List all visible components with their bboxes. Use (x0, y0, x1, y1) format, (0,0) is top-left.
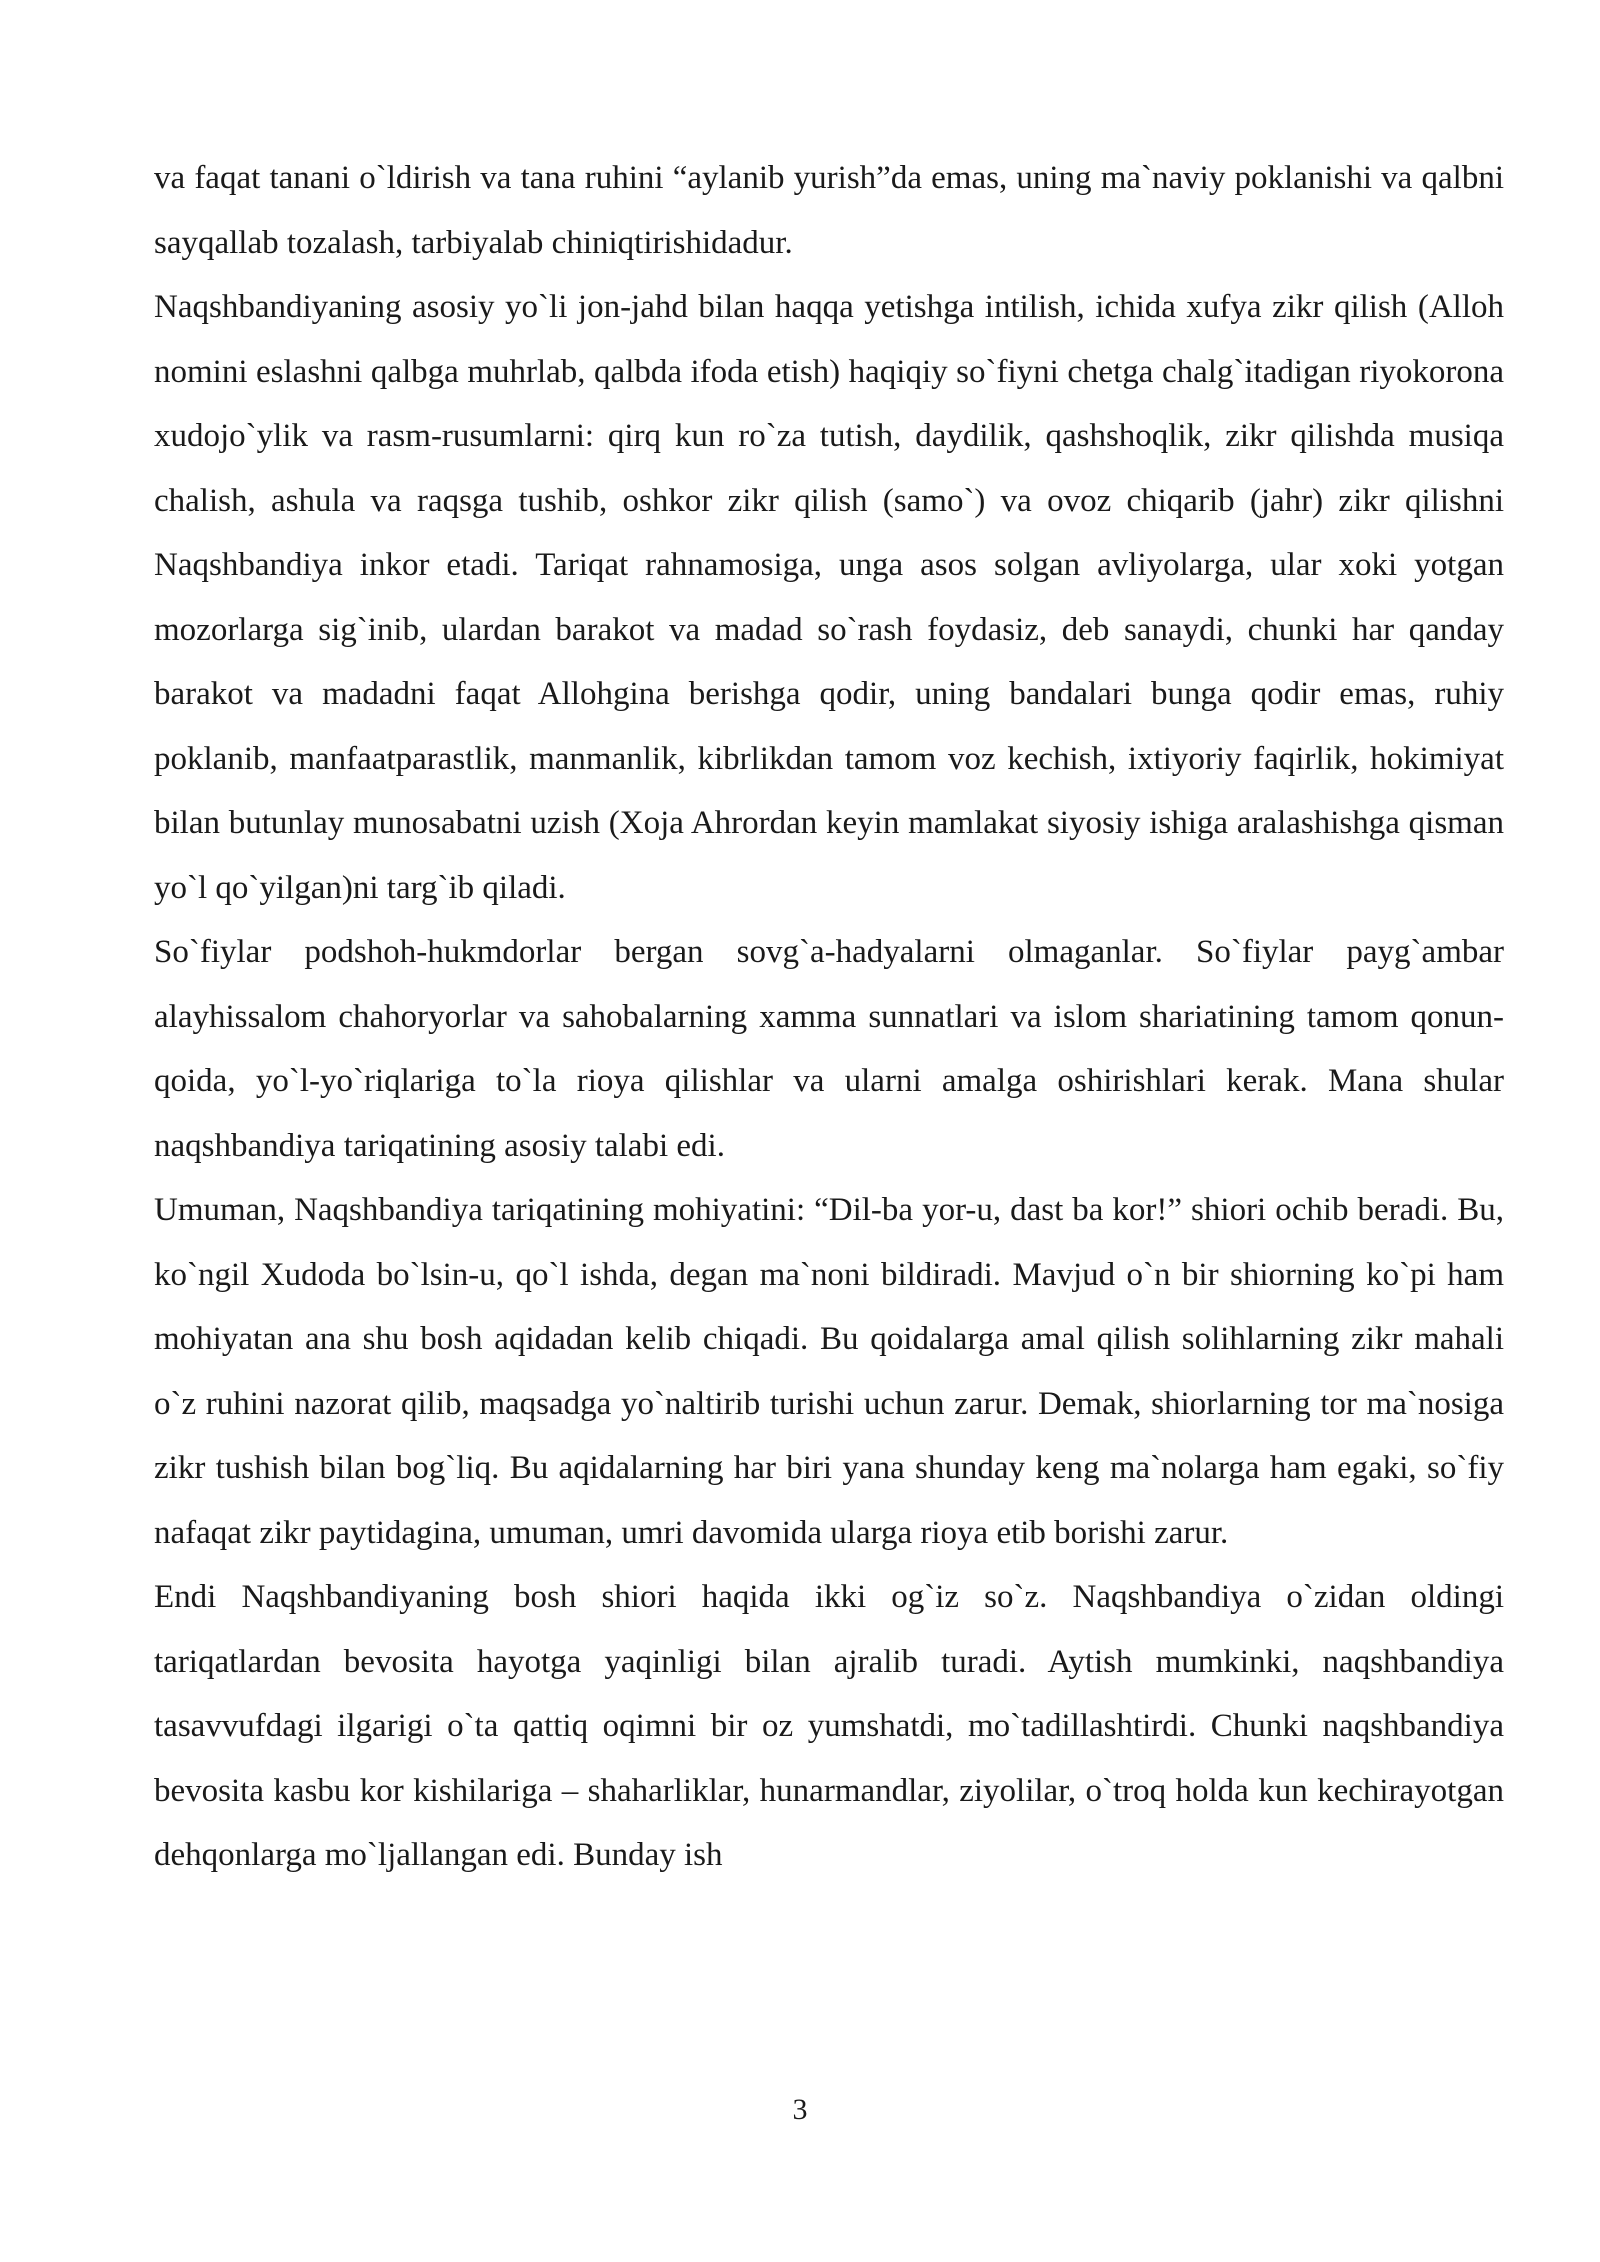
document-body (154, 146, 1504, 1888)
paragraph-2: Naqshbandiyaning asosiy yo`li jon-jahd bilan haqqa yetishga intilish, ichida xufya zikr qilish (Alloh nomini eslashni qalbga muhrlab, qalbda ifoda etish) haqiqiy so`fiyni chetga chalg`itadigan riyokorona xudojo`ylik va rasm-rusumlarni: qirq kun ro`za tutish, daydilik, qashshoqlik, zikr qilishda musiqa chalish, ashula va raqsga tushib, oshkor zikr qilish (samo`) va ovoz chiqarib (jahr) zikr qilishni Naqshbandiya inkor etadi. Tariqat rahnamosiga, unga asos solgan avliyolarga, ular xoki yotgan mozorlarga sig`inib, ulardan barakot va madad so`rash foydasiz, deb sanaydi, chunki har qanday barakot va madadni faqat Allohgina berishga qodir, uning bandalari bunga qodir emas, ruhiy poklanib, manfaatparastlik, manmanlik, kibrlikdan tamom voz kechish, ixtiyoriy faqirlik, hokimiyat bilan butunlay munosabatni uzish (Xoja Ahrordan keyin mamlakat siyosiy ishiga aralashishga qisman yo`l qo`yilgan)ni targ`ib qiladi. (154, 289, 1504, 906)
paragraph-4: Umuman, Naqshbandiya tariqatining mohiyatini: “Dil-ba yor-u, dast ba kor!” shiori ochib beradi. Bu, ko`ngil Xudoda bo`lsin-u, qo`l ishda, degan ma`noni bildiradi. Mavjud o`n bir shiorning ko`pi ham mohiyatan ana shu bosh aqidadan kelib chiqadi. Bu qoidalarga amal qilish solihlarning zikr mahali o`z ruhini nazorat qilib, maqsadga yo`naltirib turishi uchun zarur. Demak, shiorlarning tor ma`nosiga zikr tushish bilan bog`liq. Bu aqidalarning har biri yana shunday keng ma`nolarga ham egaki, so`fiy nafaqat zikr paytidagina, umuman, umri davomida ularga rioya etib borishi zarur. (154, 1192, 1504, 1551)
paragraph-3: So`fiylar podshoh-hukmdorlar bergan sovg`a-hadyalarni olmaganlar. So`fiylar payg`ambar alayhissalom chahoryorlar va sahobalarning xamma sunnatlari va islom shariatining tamom qonun-qoida, yo`l-yo`riqlariga to`la rioya qilishlar va ularni amalga oshirishlari kerak. Mana shular naqshbandiya tariqatining asosiy talabi edi. (154, 934, 1504, 1164)
paragraph-5: Endi Naqshbandiyaning bosh shiori haqida ikki og`iz so`z. Naqshbandiya o`zidan oldingi tariqatlardan bevosita hayotga yaqinligi bilan ajralib turadi. Aytish mumkinki, naqshbandiya tasavvufdagi ilgarigi o`ta qattiq oqimni bir oz yumshatdi, mo`tadillashtirdi. Chunki naqshbandiya bevosita kasbu kor kishilariga – shaharliklar, hunarmandlar, ziyolilar, o`troq holda kun kechirayotgan dehqonlarga mo`ljallangan edi. Bunday ish (154, 1579, 1504, 1873)
page-number: 3 (792, 2093, 808, 2126)
paragraph-1: va faqat tanani o`ldirish va tana ruhini “aylanib yurish”da emas, uning ma`naviy poklanishi va qalbni sayqallab tozalash, tarbiyalab chiniqtirishidadur. (154, 160, 1504, 261)
